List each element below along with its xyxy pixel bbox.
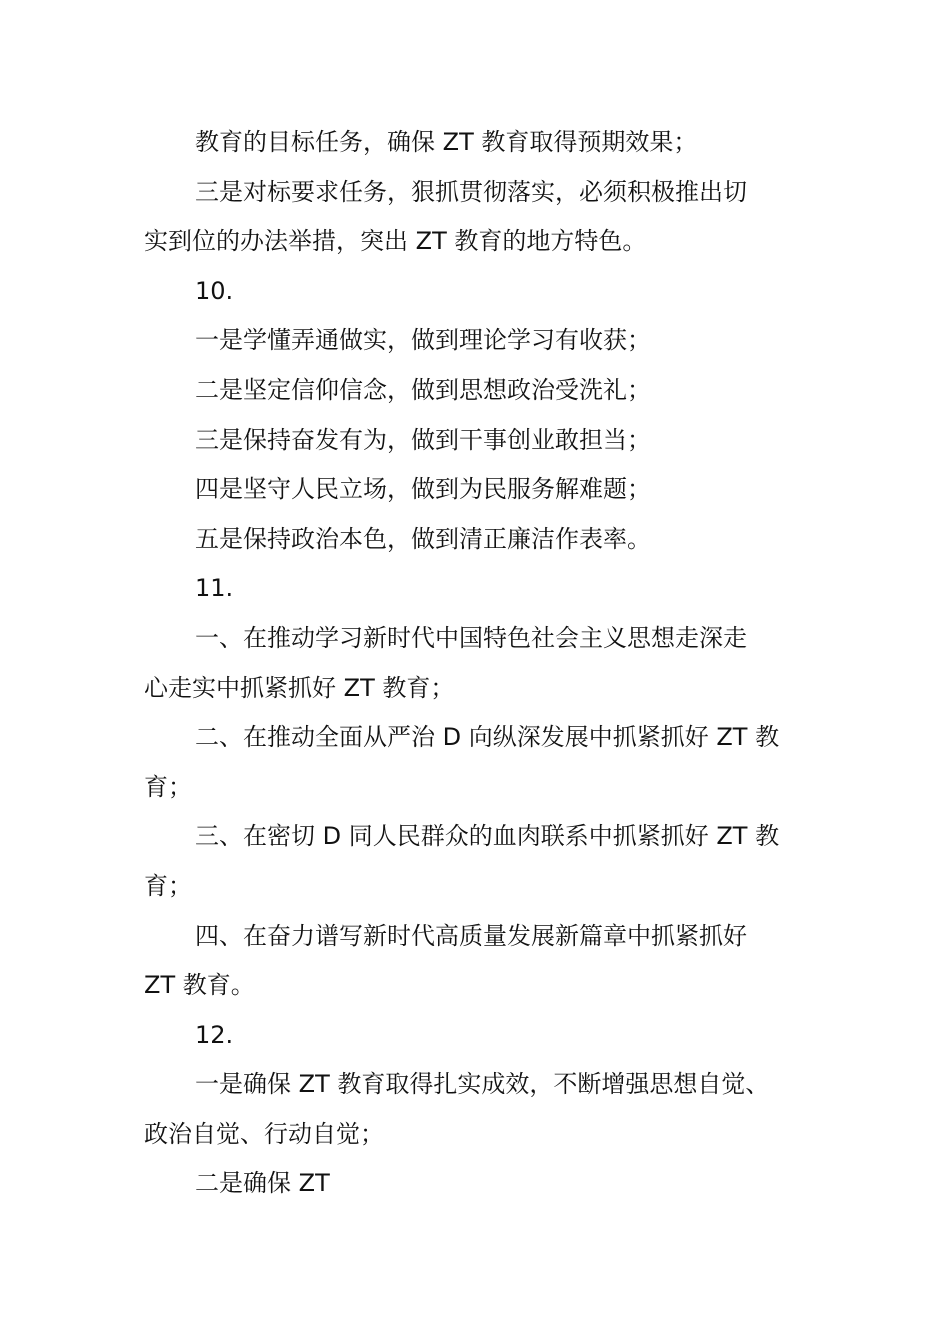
text-line: 政治自觉、行动自觉； (144, 1119, 384, 1148)
section-number: 11. (195, 574, 234, 603)
text-line: 四是坚守人民立场，做到为民服务解难题； (195, 475, 651, 504)
text-line: 育； (144, 871, 192, 900)
text-line: 实到位的办法举措，突出 ZT 教育的地方特色。 (144, 227, 647, 256)
document-body (144, 118, 808, 1209)
text-line: 三、在密切 D 同人民群众的血肉联系中抓紧抓好 ZT 教 (195, 822, 780, 851)
text-line: 五是保持政治本色，做到清正廉洁作表率。 (195, 524, 651, 553)
text-line: 二是确保 ZT (195, 1169, 330, 1198)
text-line: 育； (144, 772, 192, 801)
text-line: 四、在奋力谱写新时代高质量发展新篇章中抓紧抓好 (195, 921, 747, 950)
section-number: 10. (195, 276, 234, 305)
section-number: 12. (195, 1020, 234, 1049)
text-line: 二是坚定信仰信念，做到思想政治受洗礼； (195, 375, 651, 404)
text-line: 一是学懂弄通做实，做到理论学习有收获； (195, 326, 651, 355)
text-line: 心走实中抓紧抓好 ZT 教育； (144, 673, 455, 702)
text-line: 一、在推动学习新时代中国特色社会主义思想走深走 (195, 623, 747, 652)
text-line: 教育的目标任务，确保 ZT 教育取得预期效果； (195, 128, 698, 156)
text-line: ZT 教育。 (144, 971, 255, 1000)
text-line: 二、在推动全面从严治 D 向纵深发展中抓紧抓好 ZT 教 (195, 723, 780, 752)
text-line: 三是对标要求任务，狠抓贯彻落实，必须积极推出切 (195, 177, 747, 206)
text-line: 一是确保 ZT 教育取得扎实成效，不断增强思想自觉、 (195, 1070, 770, 1099)
text-line: 三是保持奋发有为，做到干事创业敢担当； (195, 425, 651, 454)
